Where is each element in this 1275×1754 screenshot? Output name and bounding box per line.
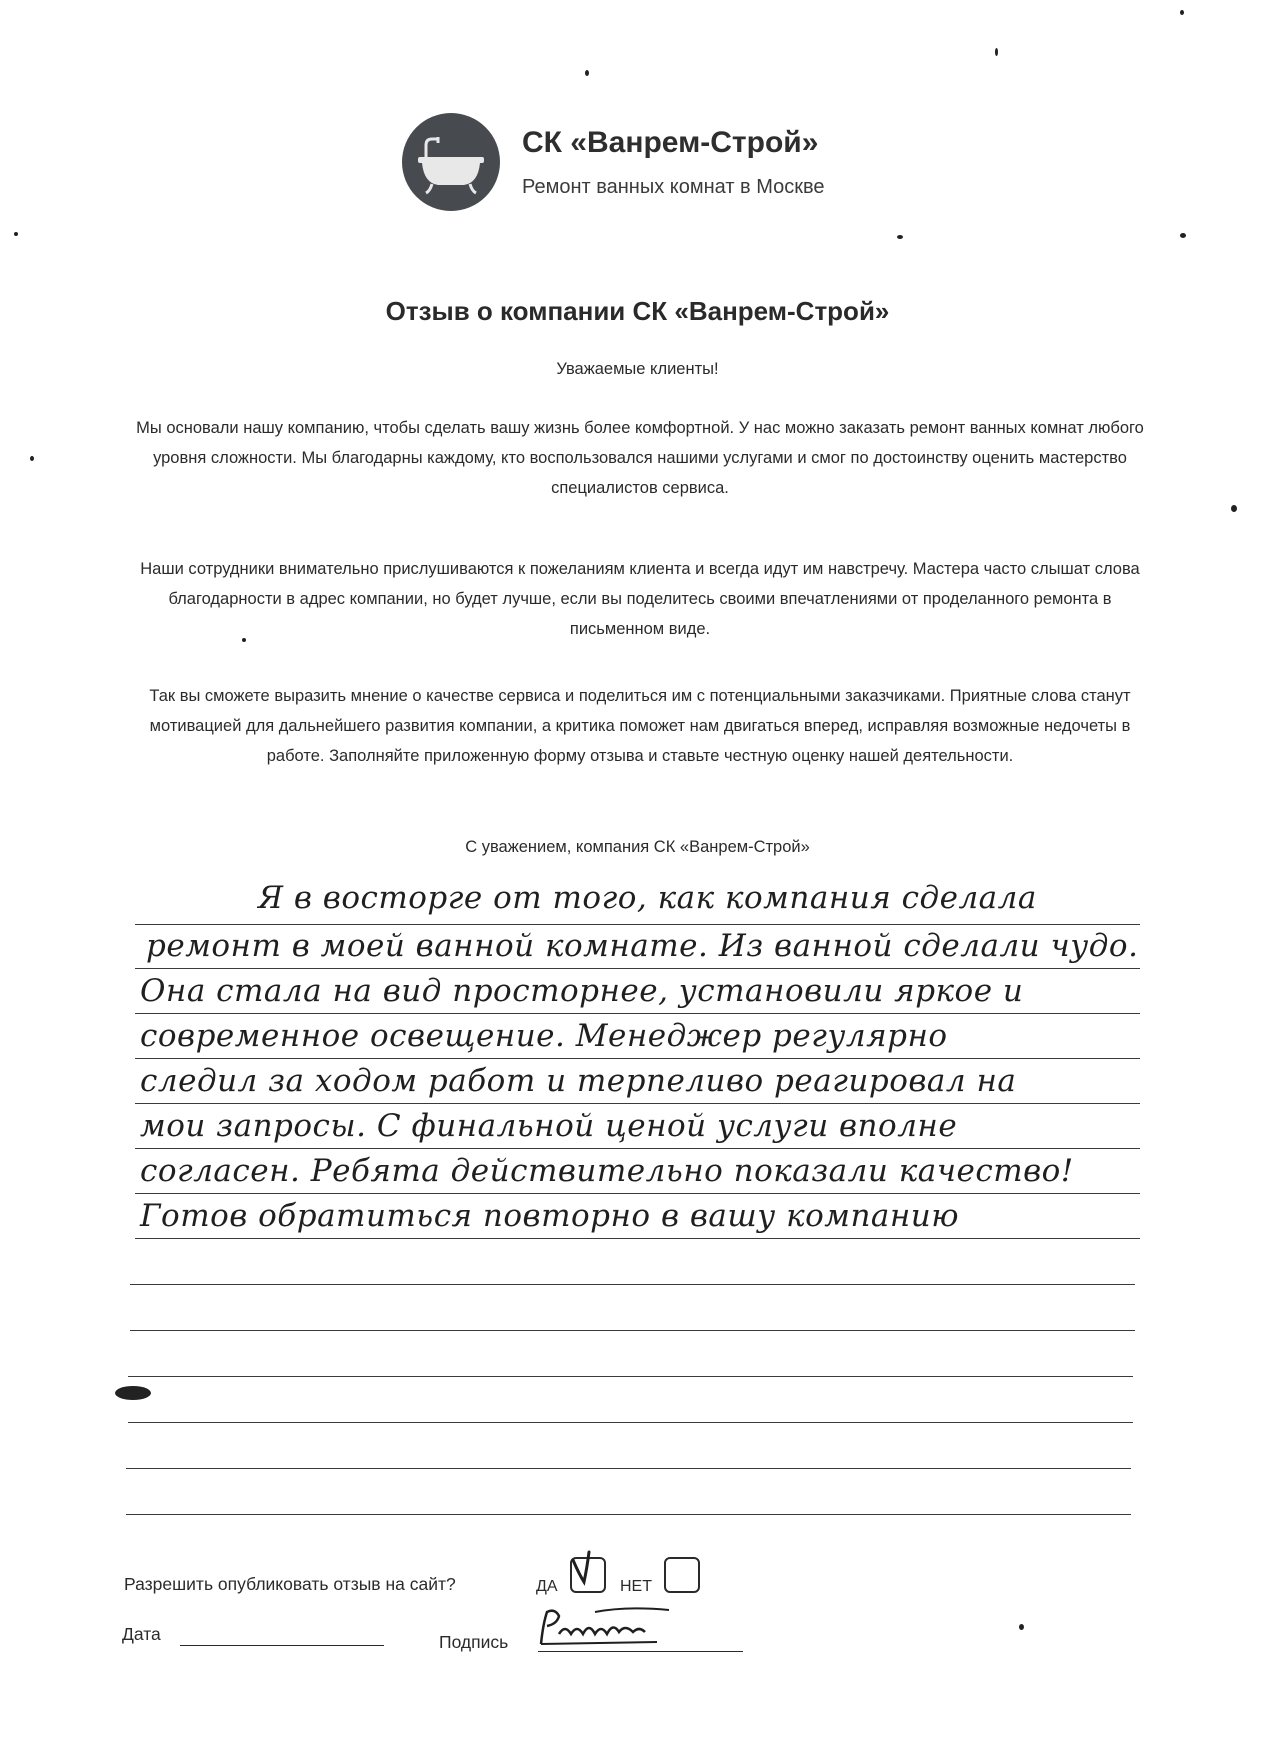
ruled-line xyxy=(135,1058,1140,1059)
ruled-line xyxy=(135,968,1140,969)
review-line-3: Она стала на вид просторнее, установили яркое и xyxy=(140,973,1024,1009)
date-label: Дата xyxy=(122,1624,161,1644)
checkmark-icon xyxy=(565,1546,605,1590)
review-line-8: Готов обратиться повторно в вашу компанию xyxy=(140,1198,960,1234)
ruled-line xyxy=(135,1013,1140,1014)
intro-paragraph-2: Наши сотрудники внимательно прислушиваются к пожеланиям клиента и всегда идут им навстречу. Мастера часто слышат слова благодарности в адрес компании, но будет лучше, если вы поделитесь своими впечатлениями от проделанного ремонта в письменном виде. xyxy=(140,560,1140,638)
ruled-line xyxy=(130,1330,1135,1331)
ruled-line xyxy=(126,1514,1131,1515)
scan-speck xyxy=(242,638,246,642)
signature-label: Подпись xyxy=(439,1632,509,1652)
ruled-line xyxy=(135,1238,1140,1239)
review-line-4: современное освещение. Менеджер регулярно xyxy=(140,1018,948,1054)
scan-speck xyxy=(30,456,34,461)
intro-paragraph-3: Так вы сможете выразить мнение о качестве сервиса и поделиться им с потенциальными заказчиками. Приятные слова станут мотивацией для дальнейшего развития компании, а критика поможет нам двигаться вперед, исправляя возможные недочеты в работе. Заполняйте приложенную форму отзыва и ставьте честную оценку нашей деятельности. xyxy=(149,687,1131,765)
bathtub-icon xyxy=(402,113,500,211)
review-line-7: согласен. Ребята действительно показали качество! xyxy=(140,1153,1074,1189)
scan-speck xyxy=(14,232,18,236)
closing-regards: С уважением, компания СК «Ванрем-Строй» xyxy=(465,838,810,856)
date-field[interactable] xyxy=(180,1645,384,1646)
signature-mark xyxy=(537,1604,687,1650)
no-label: НЕТ xyxy=(620,1578,652,1595)
ruled-line xyxy=(135,1148,1140,1149)
ink-blot xyxy=(115,1386,151,1400)
company-tagline: Ремонт ванных комнат в Москве xyxy=(522,176,825,198)
ruled-line xyxy=(128,1376,1133,1377)
ruled-line xyxy=(135,1103,1140,1104)
greeting: Уважаемые клиенты! xyxy=(556,360,719,378)
scan-speck xyxy=(995,48,998,56)
ruled-line xyxy=(130,1284,1135,1285)
review-line-5: следил за ходом работ и терпеливо реагировал на xyxy=(140,1063,1017,1099)
scan-speck xyxy=(585,70,589,76)
document-title: Отзыв о компании СК «Ванрем-Строй» xyxy=(385,296,890,326)
ruled-line xyxy=(135,1193,1140,1194)
review-line-1: Я в восторге от того, как компания сделала xyxy=(258,880,1037,916)
yes-label: ДА xyxy=(536,1578,558,1595)
review-line-6: мои запросы. С финальной ценой услуги вполне xyxy=(140,1108,958,1144)
company-name: СК «Ванрем-Строй» xyxy=(522,126,819,159)
publish-permission-question: Разрешить опубликовать отзыв на сайт? xyxy=(124,1574,456,1594)
signature-field[interactable] xyxy=(538,1651,743,1652)
scan-speck xyxy=(1180,10,1184,15)
review-line-2: ремонт в моей ванной комнате. Из ванной сделали чудо. xyxy=(146,928,1139,964)
scan-speck xyxy=(897,235,903,239)
scan-speck xyxy=(1019,1624,1024,1630)
intro-paragraph-1: Мы основали нашу компанию, чтобы сделать вашу жизнь более комфортной. У нас можно заказать ремонт ванных комнат любого уровня сложности. Мы благодарны каждому, кто воспользовался нашими услугами и смог по достоинству оценить мастерство специалистов сервиса. xyxy=(136,419,1144,497)
ruled-line xyxy=(135,924,1140,925)
scan-speck xyxy=(1231,505,1237,512)
scan-speck xyxy=(1180,233,1186,238)
ruled-line xyxy=(126,1468,1131,1469)
no-checkbox[interactable] xyxy=(664,1557,700,1593)
ruled-line xyxy=(128,1422,1133,1423)
